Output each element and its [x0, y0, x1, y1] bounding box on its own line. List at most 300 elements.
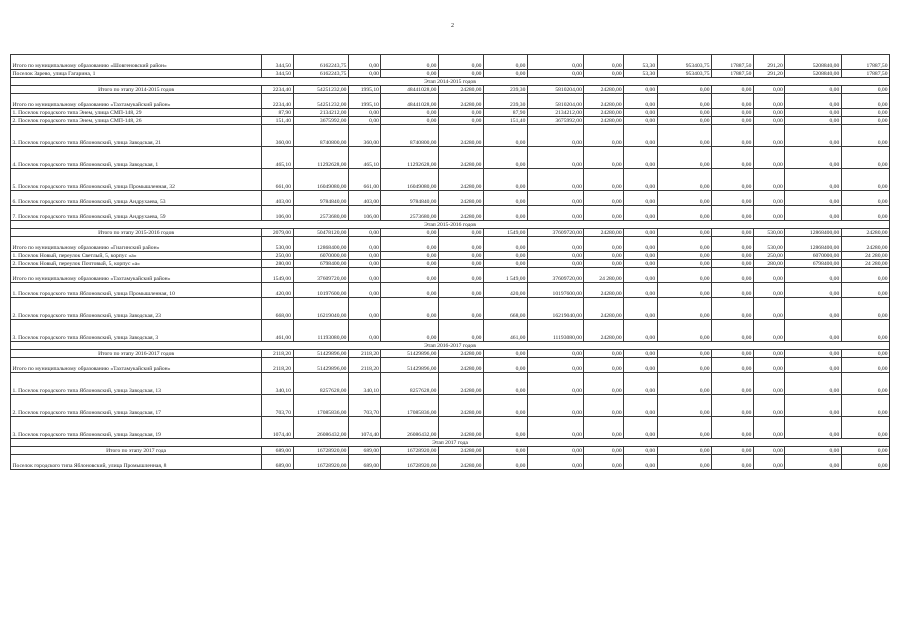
cell-value: 0,00	[785, 147, 842, 169]
cell-value: 0,00	[527, 237, 584, 252]
cell-value: 0,00	[785, 206, 842, 221]
cell-value: 0,00	[381, 260, 439, 268]
cell-value: 0,00	[657, 417, 711, 439]
cell-value: 0,00	[753, 169, 784, 191]
table-row	[11, 55, 890, 70]
cell-value: 1074,40	[262, 417, 293, 439]
stage-total-row	[11, 350, 890, 358]
cell-value: 0,00	[624, 350, 657, 358]
cell-value: 0,00	[841, 117, 889, 125]
cell-value: 11193080,00	[527, 320, 584, 342]
table-row	[11, 94, 890, 109]
cell-value: 0,00	[624, 283, 657, 298]
cell-value: 24280,00	[438, 125, 483, 147]
table-row	[11, 147, 890, 169]
row-label: 4. Поселок городского типа Яблоновский, улица Заводская, 1	[11, 147, 262, 169]
cell-value: 0,00	[785, 109, 842, 117]
cell-value: 16728920,00	[293, 455, 348, 470]
table-row	[11, 169, 890, 191]
row-label: 6. Поселок городского типа Яблоновский, улица Андрухаева, 53	[11, 191, 262, 206]
cell-value: 0,00	[584, 358, 624, 373]
cell-value: 0,00	[841, 455, 889, 470]
cell-value: 0,00	[657, 260, 711, 268]
cell-value: 24280,00	[584, 109, 624, 117]
cell-value: 0,00	[657, 447, 711, 455]
cell-value: 10197600,00	[527, 283, 584, 298]
cell-value: 0,00	[785, 455, 842, 470]
cell-value: 0,00	[381, 283, 439, 298]
cell-value: 8257628,00	[293, 373, 348, 395]
row-label: 3. Поселок городского типа Яблоновский, улица Заводская, 21	[11, 125, 262, 147]
cell-value: 0,00	[527, 147, 584, 169]
cell-value: 0,00	[785, 94, 842, 109]
cell-value: 0,00	[624, 117, 657, 125]
cell-value: 0,00	[483, 206, 527, 221]
cell-value: 0,00	[483, 455, 527, 470]
cell-value: 661,00	[262, 169, 293, 191]
cell-value: 0,00	[841, 320, 889, 342]
cell-value: 24280,00	[438, 395, 483, 417]
cell-value: 3675992,00	[527, 117, 584, 125]
cell-value: 2234,40	[262, 94, 293, 109]
cell-value: 0,00	[527, 447, 584, 455]
cell-value: 0,00	[483, 417, 527, 439]
stage-total-row	[11, 447, 890, 455]
table-row	[11, 320, 890, 342]
cell-value: 0,00	[657, 373, 711, 395]
cell-value: 0,00	[381, 252, 439, 260]
cell-value: 0,00	[785, 125, 842, 147]
cell-value: 1549,00	[483, 229, 527, 237]
stage-header-row	[11, 439, 890, 447]
cell-value: 0,00	[712, 320, 754, 342]
cell-value: 0,00	[584, 350, 624, 358]
stage-title: Этап 2016-2017 годов	[11, 342, 890, 350]
cell-value: 0,00	[657, 125, 711, 147]
cell-value: 0,00	[712, 358, 754, 373]
cell-value: 0,00	[624, 455, 657, 470]
cell-value: 0,00	[483, 191, 527, 206]
cell-value: 6070000,00	[293, 252, 348, 260]
cell-value: 0,00	[657, 283, 711, 298]
cell-value: 530,00	[753, 229, 784, 237]
cell-value: 530,00	[753, 237, 784, 252]
cell-value: 0,00	[527, 373, 584, 395]
cell-value: 51429896,00	[381, 350, 439, 358]
cell-value: 0,00	[712, 191, 754, 206]
cell-value: 0,00	[785, 350, 842, 358]
cell-value: 0,00	[753, 86, 784, 94]
cell-value: 16049080,00	[381, 169, 439, 191]
cell-value: 703,70	[348, 395, 380, 417]
resettlement-program-table	[10, 54, 890, 470]
cell-value: 0,00	[584, 55, 624, 70]
cell-value: 465,10	[348, 147, 380, 169]
cell-value: 51429896,00	[381, 358, 439, 373]
cell-value: 0,00	[712, 206, 754, 221]
cell-value: 0,00	[841, 358, 889, 373]
cell-value: 0,00	[657, 298, 711, 320]
cell-value: 24 280,00	[841, 252, 889, 260]
cell-value: 24280,00	[438, 147, 483, 169]
cell-value: 0,00	[712, 373, 754, 395]
cell-value: 0,00	[712, 125, 754, 147]
cell-value: 8257628,00	[381, 373, 439, 395]
cell-value: 250,00	[262, 252, 293, 260]
stage-total-row	[11, 229, 890, 237]
cell-value: 0,00	[785, 86, 842, 94]
table-row	[11, 298, 890, 320]
cell-value: 0,00	[584, 147, 624, 169]
cell-value: 0,00	[841, 268, 889, 283]
cell-value: 0,00	[624, 169, 657, 191]
cell-value: 0,00	[348, 260, 380, 268]
cell-value: 0,00	[753, 147, 784, 169]
stage-header-row	[11, 342, 890, 350]
cell-value: 11292628,00	[293, 147, 348, 169]
row-label: Итого по муниципальному образованию «Шовгеновский район»	[11, 55, 262, 70]
cell-value: 0,00	[712, 94, 754, 109]
table-row	[11, 373, 890, 395]
cell-value: 16728920,00	[293, 447, 348, 455]
cell-value: 24280,00	[584, 117, 624, 125]
cell-value: 24280,00	[438, 191, 483, 206]
cell-value: 0,00	[785, 191, 842, 206]
cell-value: 6162243,75	[293, 70, 348, 78]
cell-value: 53,30	[624, 55, 657, 70]
cell-value: 54251232,00	[293, 86, 348, 94]
cell-value: 420,00	[262, 283, 293, 298]
cell-value: 2134212,00	[293, 109, 348, 117]
cell-value: 340,10	[262, 373, 293, 395]
cell-value: 0,00	[657, 117, 711, 125]
cell-value: 6162243,75	[293, 55, 348, 70]
cell-value: 1074,40	[348, 417, 380, 439]
cell-value: 0,00	[624, 191, 657, 206]
table-row	[11, 125, 890, 147]
table-row	[11, 117, 890, 125]
cell-value: 668,00	[483, 298, 527, 320]
cell-value: 0,00	[753, 117, 784, 125]
cell-value: 151,40	[262, 117, 293, 125]
cell-value: 0,00	[785, 283, 842, 298]
cell-value: 151,40	[483, 117, 527, 125]
cell-value: 0,00	[841, 206, 889, 221]
cell-value: 12868400,00	[785, 229, 842, 237]
cell-value: 11292628,00	[381, 147, 439, 169]
cell-value: 0,00	[785, 320, 842, 342]
row-label: 2. Поселок Новый, переулок Почтовый, 5, корпус «а»	[11, 260, 262, 268]
cell-value: 0,00	[712, 147, 754, 169]
cell-value: 0,00	[753, 395, 784, 417]
cell-value: 6070000,00	[785, 252, 842, 260]
cell-value: 465,10	[262, 147, 293, 169]
cell-value: 0,00	[657, 229, 711, 237]
cell-value: 37609720,00	[527, 229, 584, 237]
cell-value: 24280,00	[841, 237, 889, 252]
cell-value: 24 280,00	[841, 260, 889, 268]
cell-value: 12868400,00	[785, 237, 842, 252]
table-row	[11, 455, 890, 470]
cell-value: 0,00	[584, 169, 624, 191]
cell-value: 0,00	[348, 252, 380, 260]
table-row	[11, 268, 890, 283]
cell-value: 0,00	[841, 447, 889, 455]
cell-value: 953403,75	[657, 55, 711, 70]
cell-value: 0,00	[657, 109, 711, 117]
cell-value: 0,00	[624, 229, 657, 237]
cell-value: 0,00	[527, 395, 584, 417]
cell-value: 0,00	[527, 455, 584, 470]
cell-value: 0,00	[483, 358, 527, 373]
cell-value: 2118,20	[262, 350, 293, 358]
cell-value: 0,00	[657, 358, 711, 373]
cell-value: 0,00	[381, 70, 439, 78]
cell-value: 403,00	[262, 191, 293, 206]
cell-value: 0,00	[753, 350, 784, 358]
cell-value: 0,00	[753, 283, 784, 298]
cell-value: 87,90	[483, 109, 527, 117]
cell-value: 0,00	[785, 268, 842, 283]
cell-value: 0,00	[624, 252, 657, 260]
row-label: 7. Поселок городского типа Яблоновский, улица Андрухаева, 59	[11, 206, 262, 221]
cell-value: 280,00	[262, 260, 293, 268]
cell-value: 0,00	[348, 298, 380, 320]
cell-value: 0,00	[712, 109, 754, 117]
cell-value: 0,00	[348, 268, 380, 283]
cell-value: 51429896,00	[293, 350, 348, 358]
cell-value: 0,00	[841, 109, 889, 117]
cell-value: 703,70	[262, 395, 293, 417]
cell-value: 0,00	[657, 252, 711, 260]
cell-value: 24280,00	[584, 94, 624, 109]
cell-value: 0,00	[657, 237, 711, 252]
cell-value: 0,00	[712, 86, 754, 94]
cell-value: 0,00	[712, 229, 754, 237]
cell-value: 0,00	[624, 268, 657, 283]
cell-value: 0,00	[527, 350, 584, 358]
cell-value: 0,00	[348, 283, 380, 298]
cell-value: 0,00	[841, 125, 889, 147]
cell-value: 1 549,00	[483, 268, 527, 283]
cell-value: 239,30	[483, 94, 527, 109]
cell-value: 0,00	[841, 395, 889, 417]
cell-value: 0,00	[712, 169, 754, 191]
cell-value: 0,00	[657, 191, 711, 206]
stage-title: Этап 2014-2015 годов	[11, 78, 890, 86]
cell-value: 344,50	[262, 70, 293, 78]
cell-value: 0,00	[438, 70, 483, 78]
cell-value: 0,00	[841, 373, 889, 395]
cell-value: 0,00	[841, 169, 889, 191]
cell-value: 0,00	[841, 147, 889, 169]
cell-value: 0,00	[712, 455, 754, 470]
cell-value: 0,00	[348, 237, 380, 252]
table-body	[11, 55, 890, 470]
cell-value: 0,00	[785, 447, 842, 455]
cell-value: 0,00	[584, 395, 624, 417]
cell-value: 24280,00	[584, 86, 624, 94]
cell-value: 53,30	[624, 70, 657, 78]
cell-value: 403,00	[348, 191, 380, 206]
cell-value: 360,00	[262, 125, 293, 147]
cell-value: 0,00	[624, 373, 657, 395]
cell-value: 0,00	[657, 147, 711, 169]
cell-value: 0,00	[785, 169, 842, 191]
cell-value: 0,00	[527, 55, 584, 70]
cell-value: 0,00	[438, 55, 483, 70]
cell-value: 51429896,00	[293, 358, 348, 373]
cell-value: 0,00	[584, 373, 624, 395]
cell-value: 0,00	[712, 237, 754, 252]
cell-value: 0,00	[785, 373, 842, 395]
cell-value: 0,00	[753, 109, 784, 117]
table-row	[11, 252, 890, 260]
page-number: 2	[451, 23, 454, 29]
cell-value: 24280,00	[438, 94, 483, 109]
cell-value: 0,00	[657, 320, 711, 342]
cell-value: 24280,00	[584, 320, 624, 342]
cell-value: 0,00	[657, 169, 711, 191]
cell-value: 0,00	[785, 358, 842, 373]
cell-value: 0,00	[348, 55, 380, 70]
cell-value: 0,00	[438, 252, 483, 260]
row-label: Итого по муниципальному образованию «Тахтамукайский район»	[11, 94, 262, 109]
cell-value: 37609720,00	[527, 268, 584, 283]
cell-value: 17887,50	[712, 55, 754, 70]
row-label: 3. Поселок городского типа Яблоновский, улица Заводская, 3	[11, 320, 262, 342]
cell-value: 0,00	[381, 55, 439, 70]
cell-value: 106,00	[262, 206, 293, 221]
cell-value: 2134212,00	[527, 109, 584, 117]
cell-value: 0,00	[841, 191, 889, 206]
cell-value: 6798400,00	[785, 260, 842, 268]
cell-value: 0,00	[657, 395, 711, 417]
cell-value: 0,00	[753, 455, 784, 470]
cell-value: 0,00	[753, 206, 784, 221]
cell-value: 0,00	[438, 109, 483, 117]
row-label: 2. Поселок городского типа Энем, улица СМП-148, 26	[11, 117, 262, 125]
cell-value: 250,00	[753, 252, 784, 260]
row-label: Поселок Зарево, улица Гагарина, 1	[11, 70, 262, 78]
cell-value: 0,00	[624, 417, 657, 439]
cell-value: 291,20	[753, 70, 784, 78]
table-row	[11, 395, 890, 417]
cell-value: 2573680,00	[381, 206, 439, 221]
cell-value: 24280,00	[584, 229, 624, 237]
cell-value: 0,00	[483, 70, 527, 78]
cell-value: 10197600,00	[293, 283, 348, 298]
table-row	[11, 109, 890, 117]
cell-value: 0,00	[712, 117, 754, 125]
cell-value: 16219040,00	[293, 298, 348, 320]
cell-value: 11193080,00	[293, 320, 348, 342]
cell-value: 2079,00	[262, 229, 293, 237]
cell-value: 26086432,00	[381, 417, 439, 439]
cell-value: 0,00	[438, 117, 483, 125]
cell-value: 0,00	[584, 237, 624, 252]
cell-value: 0,00	[657, 94, 711, 109]
cell-value: 0,00	[753, 298, 784, 320]
cell-value: 2118,20	[262, 358, 293, 373]
cell-value: 0,00	[527, 169, 584, 191]
cell-value: 0,00	[785, 117, 842, 125]
cell-value: 2118,20	[348, 358, 380, 373]
cell-value: 0,00	[483, 55, 527, 70]
cell-value: 0,00	[381, 237, 439, 252]
cell-value: 0,00	[527, 191, 584, 206]
cell-value: 0,00	[527, 260, 584, 268]
stage-header-row	[11, 221, 890, 229]
cell-value: 0,00	[841, 298, 889, 320]
table-row	[11, 206, 890, 221]
cell-value: 0,00	[483, 125, 527, 147]
cell-value: 0,00	[624, 447, 657, 455]
row-label: 1. Поселок городского типа Яблоновский, улица Промышленная, 10	[11, 283, 262, 298]
cell-value: 0,00	[438, 268, 483, 283]
table-row	[11, 70, 890, 78]
cell-value: 48441028,00	[381, 86, 439, 94]
cell-value: 0,00	[753, 417, 784, 439]
cell-value: 0,00	[712, 298, 754, 320]
cell-value: 661,00	[348, 169, 380, 191]
cell-value: 16049080,00	[293, 169, 348, 191]
cell-value: 0,00	[785, 395, 842, 417]
cell-value: 0,00	[483, 447, 527, 455]
row-label: 3. Поселок городского типа Яблоновский, улица Заводская, 19	[11, 417, 262, 439]
cell-value: 5208840,00	[785, 55, 842, 70]
cell-value: 0,00	[483, 350, 527, 358]
cell-value: 0,00	[527, 358, 584, 373]
row-label: Итого по этапу 2014-2015 годов	[11, 86, 262, 94]
cell-value: 344,50	[262, 55, 293, 70]
cell-value: 953403,75	[657, 70, 711, 78]
cell-value: 0,00	[584, 252, 624, 260]
cell-value: 16219040,00	[527, 298, 584, 320]
cell-value: 24280,00	[841, 229, 889, 237]
cell-value: 24280,00	[584, 283, 624, 298]
cell-value: 0,00	[841, 417, 889, 439]
cell-value: 0,00	[712, 395, 754, 417]
cell-value: 530,00	[262, 237, 293, 252]
cell-value: 0,00	[657, 350, 711, 358]
cell-value: 0,00	[712, 350, 754, 358]
cell-value: 0,00	[381, 117, 439, 125]
cell-value: 24280,00	[438, 417, 483, 439]
cell-value: 0,00	[483, 260, 527, 268]
cell-value: 3675992,00	[293, 117, 348, 125]
cell-value: 5208840,00	[785, 70, 842, 78]
cell-value: 0,00	[483, 373, 527, 395]
cell-value: 0,00	[624, 94, 657, 109]
cell-value: 0,00	[841, 350, 889, 358]
cell-value: 280,00	[753, 260, 784, 268]
cell-value: 24280,00	[438, 447, 483, 455]
cell-value: 0,00	[657, 86, 711, 94]
cell-value: 689,00	[262, 447, 293, 455]
cell-value: 24280,00	[438, 86, 483, 94]
cell-value: 239,30	[483, 86, 527, 94]
cell-value: 0,00	[712, 447, 754, 455]
cell-value: 17887,50	[841, 70, 889, 78]
cell-value: 0,00	[753, 320, 784, 342]
stage-title: Этап 2017 года	[11, 439, 890, 447]
cell-value: 0,00	[381, 320, 439, 342]
cell-value: 0,00	[438, 320, 483, 342]
cell-value: 689,00	[348, 447, 380, 455]
cell-value: 0,00	[624, 86, 657, 94]
cell-value: 24280,00	[438, 169, 483, 191]
